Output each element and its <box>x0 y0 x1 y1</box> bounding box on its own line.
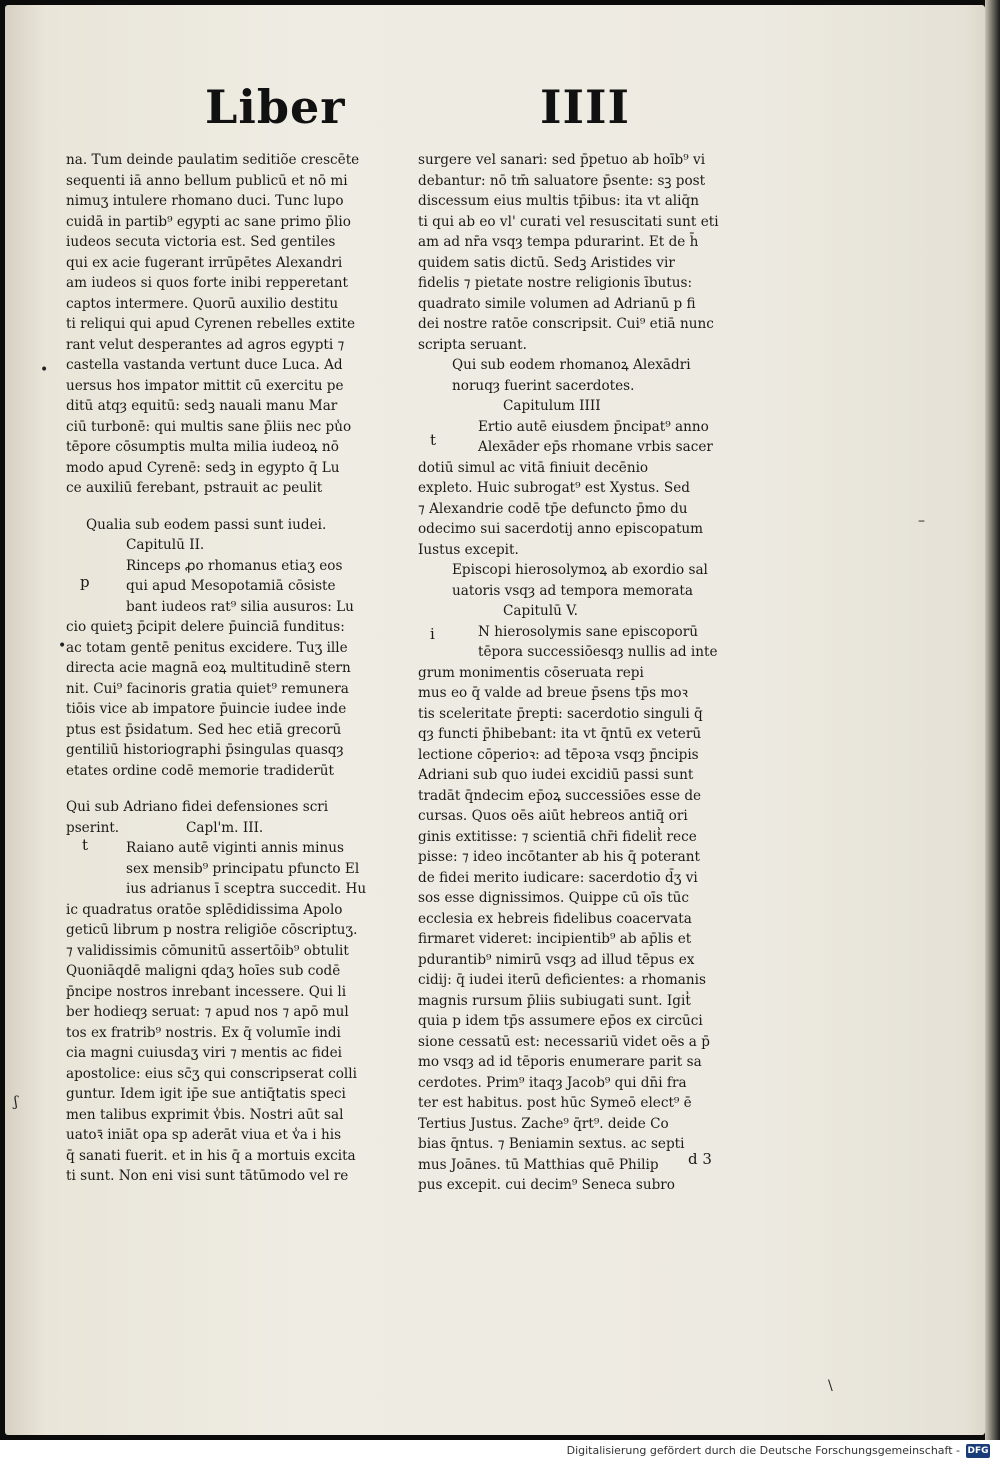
text-line: fidelis ⁊ pietate nostre religionis ībutus: <box>418 275 693 291</box>
text-line: ti reliqui qui apud Cyrenen rebelles extite <box>66 316 356 332</box>
text-line: castella vastanda vertunt duce Luca. Ad <box>66 357 343 373</box>
heading-line: Qui sub eodem rhomanoꝝ Alexādri <box>452 357 691 373</box>
text-line: sos esse dignissimos. Quippe cū oīs tūc <box>418 890 690 906</box>
text-line: p̄ncipe nostros inrebant incessere. Qui li <box>66 983 347 1000</box>
text-line: apostolice: eius sc̄ʒ qui conscripserat colli <box>66 1065 357 1082</box>
text-line: debantur: nō tm̄ saluatore p̄sente: sꝫ post <box>418 172 706 189</box>
spacer <box>66 781 396 797</box>
text-line: discessum eius multis tp̄ibus: ita vt aliq̄n <box>418 193 699 209</box>
text-line: tēpore cōsumptis multa milia iudeoꝝ nō <box>66 439 339 455</box>
heading-line: Episcopi hierosolymoꝝ ab exordio sal <box>452 562 708 578</box>
text-line: uersus hos impator mittit cū exercitu pe <box>66 377 344 394</box>
margin-dot-mark: • <box>58 638 67 654</box>
text-line: na. Tum deinde paulatim seditiõe crescēte <box>66 152 360 168</box>
text-line: cursas. Quos oēs aiūt hebreos antiq̄ ori <box>418 808 688 824</box>
text-line: ciū turbonē: qui multis sane p̄liis nec pu̾o <box>66 418 352 435</box>
text-line: surgere vel sanari: sed p̄petuo ab hoīb⁹ vi <box>418 152 706 168</box>
text-line: ius adrianus ī sceptra succedit. Hu <box>126 881 367 897</box>
text-line: pdurantib⁹ nimirū vsqȝ ad illud tēpus ex <box>418 951 695 968</box>
text-line: magnis rursum p̄liis subiugati sunt. Igit̾ <box>418 992 691 1009</box>
chapter-4-text <box>418 417 763 561</box>
left-column-opening-text <box>66 150 396 499</box>
chapter-5-label: Capitulū V. <box>503 603 578 619</box>
text-line: tradāt q̄ndecim ep̄oꝝ successiōes esse de <box>418 787 702 804</box>
margin-dot-mark: • <box>40 362 49 378</box>
text-line: geticū librum p nostra religiōe cōscriptuʒ. <box>66 922 358 938</box>
chapter-4-initial-guide: t <box>430 431 437 449</box>
text-line: ber hodieqȝ seruat: ⁊ apud nos ⁊ apō mul <box>66 1004 349 1020</box>
text-line: Alexāder ep̄s rhomane vrbis sacer <box>478 439 713 455</box>
dfg-funding-notice: Digitalisierung gefördert durch die Deutsche Forschungsgemeinschaft - <box>566 1444 960 1457</box>
text-line: gentiliū historiographi p̄singulas quasqȝ <box>66 742 344 758</box>
text-line: cidij: q̄ iudei iterū deficientes: a rhomanis <box>418 972 706 988</box>
text-line: grum monimentis cōseruata repi <box>418 664 644 681</box>
text-line: quia p idem tp̄s assumere ep̄os ex circūci <box>418 1013 703 1029</box>
text-line: cia magni cuiusdaʒ viri ⁊ mentis ac fidei <box>66 1045 343 1061</box>
chapter-2-label: Capitulū II. <box>126 537 205 553</box>
text-line: modo apud Cyrenē: sedꝫ in egypto q̄ Lu <box>66 459 340 476</box>
text-line: quidem satis dictū. Sedꝫ Aristides vir <box>418 254 675 271</box>
running-head-left: Liber <box>205 80 346 134</box>
text-line: qui ex acie fugerant irrūpētes Alexandri <box>66 254 343 271</box>
text-line: cuidā in partib⁹ egypti ac sane primo p̄lio <box>66 213 351 230</box>
text-line: firmaret videret: incipientib⁹ ab ap̄lis et <box>418 931 692 947</box>
running-head <box>0 80 1000 140</box>
page-edge-shadow <box>985 0 1000 1440</box>
chapter-3-heading <box>66 797 396 838</box>
text-line: ti qui ab eo vl' curati vel resuscitati sunt eti <box>418 213 719 230</box>
margin-dash-mark: – <box>918 513 925 529</box>
chapter-2-initial-guide: p <box>80 573 90 591</box>
text-line: Tertius Justus. Zache⁹ q̄rt⁹. deide Co <box>418 1115 669 1132</box>
signature-mark: d 3 <box>688 1150 712 1168</box>
chapter-3-label: Capl'm. III. <box>186 819 264 836</box>
chapter-2-text <box>66 556 396 782</box>
text-line: mus Joānes. tū Matthias quē Philip <box>418 1156 659 1173</box>
text-line: tēpora successiōesqȝ nullis ad inte <box>478 644 718 660</box>
text-line: qui apud Mesopotamiā cōsiste <box>126 578 336 594</box>
text-line: lectione cōperioꝛ: ad tēpoꝛa vsqȝ p̄ncipis <box>418 746 699 763</box>
heading-line: uatoris vsqȝ ad tempora memorata <box>452 582 693 599</box>
text-line: Ertio autē eiusdem p̄ncipat⁹ anno <box>478 418 709 435</box>
text-line: ter est habitus. post hūc Symeō elect⁹ ē <box>418 1095 692 1111</box>
margin-pen-mark: ʃ <box>14 1094 18 1110</box>
text-line: etates ordine codē memorie tradiderūt <box>66 762 334 779</box>
text-line: cio quietꝫ p̄cipit delere p̄uinciā funditus: <box>66 619 345 635</box>
text-line: ic quadratus oratōe splēdidissima Apolo <box>66 901 343 918</box>
text-line: mo vsqȝ ad id tēporis enumerare parit sa <box>418 1054 702 1070</box>
text-line: de fidei merito iudicare: sacerdotio d̄ʒ vi <box>418 869 698 886</box>
text-line: bant iudeos rat⁹ silia ausuros: Lu <box>126 598 354 615</box>
right-column-opening-text <box>418 150 763 355</box>
text-line: iudeos secuta victoria est. Sed gentiles <box>66 234 336 250</box>
text-line: Rinceps ꝓo rhomanus etiaʒ eos <box>126 557 343 574</box>
chapter-2-heading: Qualia sub eodem passi sunt iudei. <box>86 516 327 533</box>
text-line: q̄ sanati fuerit. et in his q̄ a mortuis excita <box>66 1147 356 1164</box>
chapter-5-initial-guide: i <box>430 625 435 643</box>
text-line: nit. Cui⁹ facinoris gratia quiet⁹ remunera <box>66 680 349 697</box>
text-line: am ad nr̄a vsqȝ tempa pdurarint. Et de h̄ <box>418 234 699 250</box>
text-line: ginis extitisse: ⁊ scientiā chr̄i fidelit̾ rece <box>418 828 697 845</box>
text-line: dei nostre ratōe conscripsit. Cui⁹ etiā nunc <box>418 316 714 332</box>
text-line: odecimo sui sacerdotij anno episcopatum <box>418 521 704 537</box>
text-line: tos ex fratrib⁹ nostris. Ex q̄ volumīe indi <box>66 1024 341 1041</box>
chapter-5-text <box>418 622 763 1196</box>
text-line: ac totam gentē penitus excidere. Tuʒ ille <box>66 639 348 656</box>
chapter-4-label: Capitulum IIII <box>503 398 601 414</box>
text-line: scripta seruant. <box>418 336 527 353</box>
text-line: sequenti iā anno bellum publicū et nō mi <box>66 172 348 189</box>
text-line: N hierosolymis sane episcoporū <box>478 623 698 640</box>
left-column <box>66 150 396 1187</box>
margin-tick-mark: \ <box>828 1378 833 1394</box>
text-line: Raiano autē viginti annis minus <box>126 840 344 856</box>
text-line: tis sceleritate p̄repti: sacerdotio singuli q̄ <box>418 705 703 722</box>
text-line: expleto. Huic subrogat⁹ est Xystus. Sed <box>418 480 690 496</box>
text-line: bias q̄ntus. ⁊ Beniamin sextus. ac septi <box>418 1136 685 1152</box>
heading-line: pserint. <box>66 819 120 836</box>
text-line: pisse: ⁊ ideo incōtanter ab his q̄ poterant <box>418 849 700 865</box>
chapter-4-heading <box>418 355 763 396</box>
text-line: dotiū simul ac vitā finiuit decēnio <box>418 459 649 476</box>
dfg-logo: DFG <box>967 1446 989 1456</box>
text-line: ⁊ Alexandrie codē tp̄e defuncto p̄mo du <box>418 500 688 517</box>
chapter-3-initial-guide: t <box>82 836 89 854</box>
text-line: ⁊ validissimis cōmunitū assertōib⁹ obtulit <box>66 942 349 959</box>
text-line: sione cessatū est: necessariū videt oēs a p̄ <box>418 1033 710 1050</box>
text-line: nimuʒ intulere rhomano duci. Tunc lupo <box>66 193 344 209</box>
text-line: ti sunt. Non eni visi sunt tātūmodo vel re <box>66 1168 349 1184</box>
right-column <box>418 150 763 1196</box>
text-line: ecclesia ex hebreis fidelibus coacervata <box>418 910 692 927</box>
text-line: sex mensib⁹ principatu pfuncto El <box>126 860 360 877</box>
chapter-5-heading <box>418 560 763 601</box>
spacer <box>66 499 396 515</box>
heading-line: noruqȝ fuerint sacerdotes. <box>452 377 635 394</box>
text-line: ce auxiliū ferebant, pstrauit ac peulit <box>66 480 323 496</box>
heading-line: Qui sub Adriano fidei defensiones scri <box>66 799 329 815</box>
text-line: Adriani sub quo iudei excidiū passi sunt <box>418 767 694 783</box>
text-line: captos intermere. Quorū auxilio destitu <box>66 295 339 312</box>
text-line: tiōis vice ab impatore p̄uincie iudee inde <box>66 701 347 717</box>
running-head-right: IIII <box>540 80 631 134</box>
text-line: ptus est p̄sidatum. Sed hec etiā grecorū <box>66 721 342 738</box>
text-line: rant velut desperantes ad agros egypti ⁊ <box>66 336 345 353</box>
text-line: pus excepit. cui decim⁹ Seneca subro <box>418 1177 675 1193</box>
text-line: ditū atqȝ equitū: sedꝫ nauali manu Mar <box>66 398 338 414</box>
text-line: Quoniāqdē maligni qdaʒ hoīes sub codē <box>66 963 341 979</box>
text-line: Iustus excepit. <box>418 541 519 558</box>
text-line: uatoꝛ̄ iniāt opa sp aderāt viua et v̾a i his <box>66 1127 342 1143</box>
text-line: cerdotes. Prim⁹ itaqȝ Jacob⁹ qui dn̄i fra <box>418 1074 687 1091</box>
text-line: qȝ functi p̄hibebant: ita vt q̄ntū ex veterū <box>418 726 702 742</box>
text-line: guntur. Idem igit ip̄e sue antiq̄tatis speci <box>66 1086 346 1102</box>
chapter-3-text <box>66 838 396 1187</box>
text-line: am iudeos si quos forte inibi repperetant <box>66 275 348 291</box>
text-line: quadrato simile volumen ad Adrianū p fi <box>418 295 696 312</box>
text-line: directa acie magnā eoꝝ multitudinē stern <box>66 660 351 676</box>
text-line: men talibus exprimit v̾bis. Nostri aūt sal <box>66 1106 344 1123</box>
text-line: mus eo q̄ valde ad breue p̄sens tp̄s moꝛ <box>418 685 688 701</box>
